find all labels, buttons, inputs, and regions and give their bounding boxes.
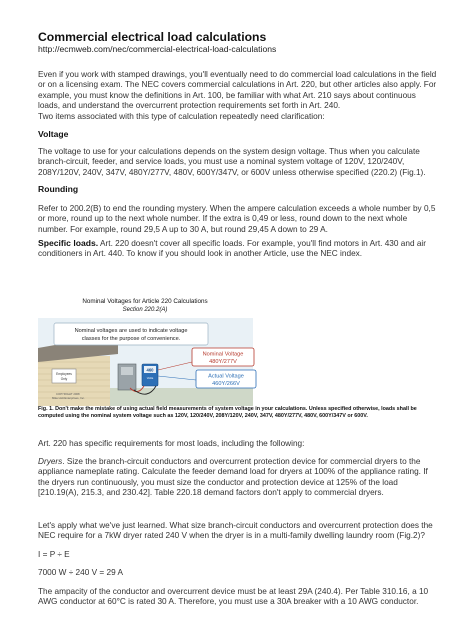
rounding-paragraph: Refer to 200.2(B) to end the rounding mystery. When the ampere calculation exceeds a whole number by 0,5 or more, round up to the next whole number. If the extra is 0,49 or less, round down to the next whole number. For example, round 29,5 A up to 30 A, but round 29,45 A down to 29 A. — [38, 204, 436, 234]
calculation-line: 7000 W ÷ 240 V = 29 A — [38, 568, 124, 577]
actual-voltage-label: Actual Voltage — [208, 373, 244, 380]
meter-unit: Volts — [146, 376, 154, 380]
figure-1-caption: Fig. 1. Don't make the mistake of using actual field measurements of system voltage in your calculations. Unless specified otherwise, loads shall be computed using the nominal system voltage such as 120V, 120/240V, 208Y/120V, 240V, 347V, 480Y/277V, 480V, 600Y/347V or 600V. — [38, 406, 417, 420]
voltage-paragraph: The voltage to use for your calculations depends on the system design voltage. Thus when you calculate branch-circuit, feeder, and service loads, you must use a nominal system voltage of 120V, 120/240V, 208Y/120V, 240V, 347V, 480Y/277V, 480V, 600Y/347V, or 600V unless otherwise specified (220.2) (Fig.1). — [38, 147, 426, 177]
figure-1-illustration — [38, 296, 328, 406]
page-title: Commercial electrical load calculations — [38, 30, 267, 44]
nominal-voltage-value: 480Y/277V — [209, 359, 237, 365]
source-url: http://ecmweb.com/nec/commercial-electrical-load-calculations — [38, 44, 277, 54]
figure-note-line1: Nominal voltages are used to indicate voltage — [74, 328, 188, 334]
dryers-label: Dryers — [38, 457, 63, 466]
voltage-heading: Voltage — [38, 129, 69, 139]
nominal-voltage-label: Nominal Voltage — [202, 351, 244, 358]
intro-paragraph: Even if you work with stamped drawings, you'll eventually need to do commercial load calculations in the field or on a licensing exam. The NEC covers commercial calculations in Art. 220, but other articles also apply. For example, you must know the definitions in Art. 100, be familiar with what Art. 210 says about continuous loads, and understand the overcurrent protection requirements set forth in Art. 240. — [38, 70, 437, 110]
dryers-paragraph — [38, 457, 438, 498]
figure-title-line2: Section 220.2(A) — [122, 307, 168, 313]
dryers-text: . Size the branch-circuit conductors and overcurrent protection device for commercial dryers to the appliance nameplate rating. Calculate the feeder demand load for dryers at 100% of the appliance rating. If the dryers run continuously, you must size the conductor and protection device at 125% of the load [210.19(A), 215.3, and 230.42]. Table 220.18 demand factors don't apply to commercial dryers. — [38, 457, 428, 497]
rounding-heading: Rounding — [38, 184, 79, 194]
sign-text-line2: Only — [60, 377, 68, 381]
apply-paragraph: Let's apply what we've just learned. What size branch-circuit conductors and overcurrent protection does the NEC require for a 7kW dryer rated 240 V when the dryer is in a multi-family dwelling laundry room (Fig.2)? — [38, 521, 433, 541]
ampacity-paragraph: The ampacity of the conductor and overcurrent device must be at least 29A (240.4). Per Table 310.16, a 10 AWG conductor at 60°C is rated 30 A. Therefore, you must use a 30A breaker with a 10 AWG conductor. — [38, 587, 429, 607]
two-items-paragraph: Two items associated with this type of calculation repeatedly need clarification: — [38, 112, 325, 121]
actual-voltage-value: 460Y/266V — [212, 381, 240, 387]
figure-1-svg — [38, 296, 328, 406]
specific-loads-text: Art. 220 doesn't cover all specific loads. For example, you'll find motors in Art. 430 and air conditioners in Art. 440. To know if you should look in another Article, use the NEC index. — [38, 239, 427, 259]
specific-loads-label: Specific loads. — [38, 238, 99, 248]
art220-paragraph: Art. 220 has specific requirements for most loads, including the following: — [38, 439, 305, 448]
formula-line: I = P ÷ E — [38, 550, 70, 559]
sign-text-line1: Employees — [56, 372, 72, 376]
figure-title-line1: Nominal Voltages for Article 220 Calculations — [82, 298, 208, 305]
figure-note-line2: classes for the purpose of convenience. — [81, 336, 181, 342]
meter-reading: 460 — [146, 367, 154, 373]
copyright-line2: Mike Holt Enterprises, Inc. — [52, 396, 85, 400]
copyright-line1: COPYRIGHT 2008 — [56, 392, 80, 396]
specific-loads-paragraph — [38, 238, 438, 260]
